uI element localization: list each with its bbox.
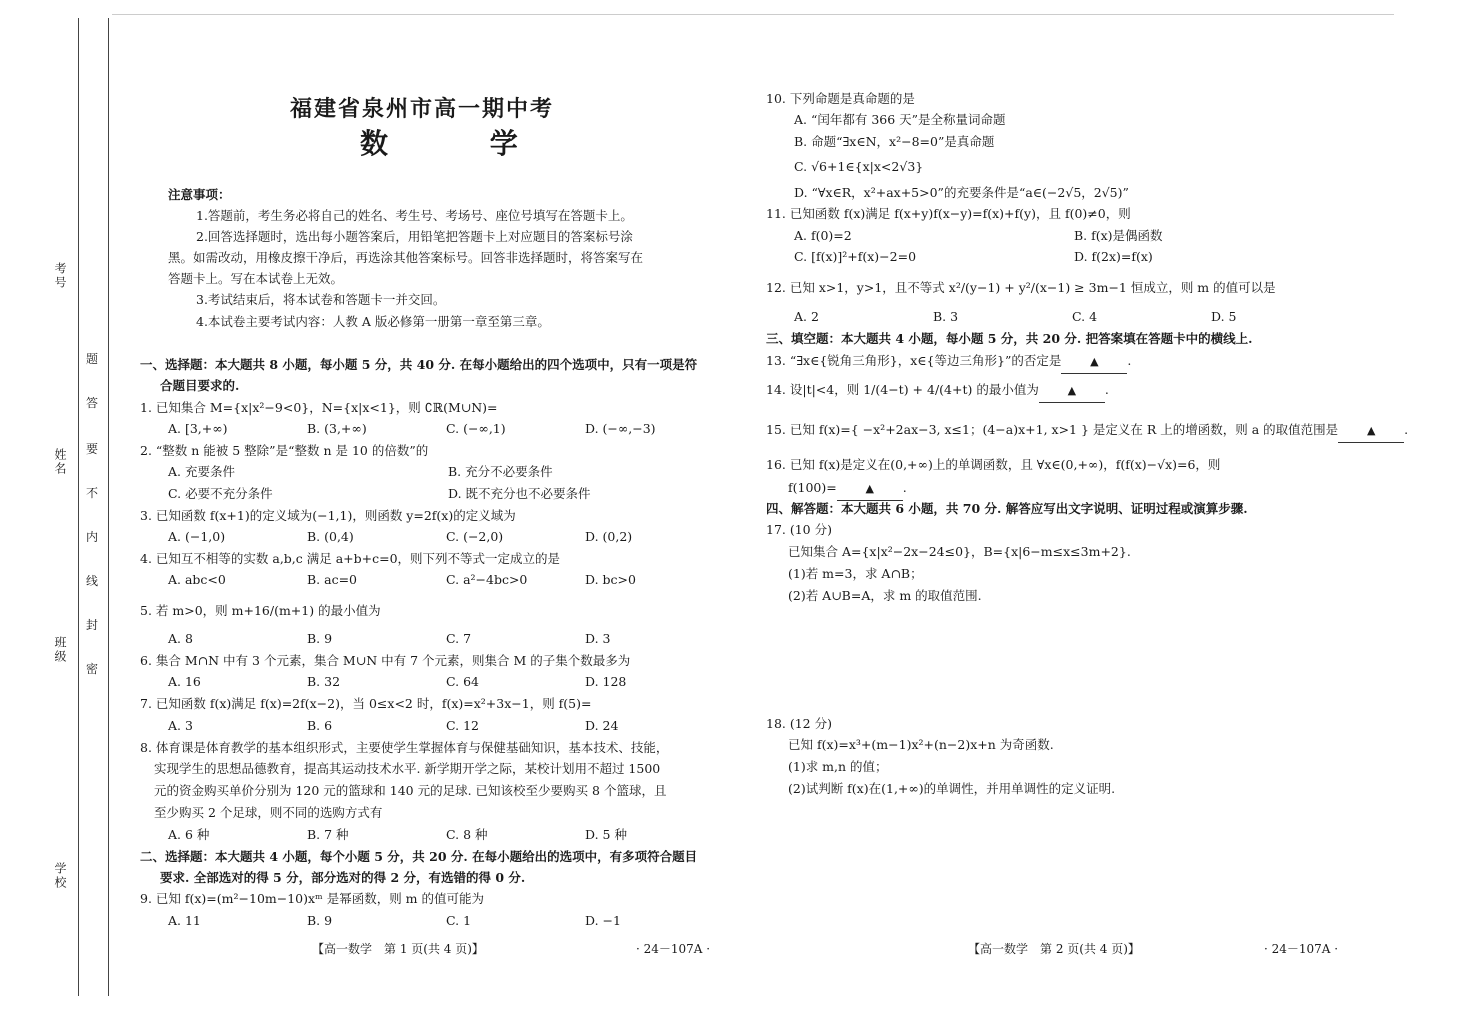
option: C. a²−4bc>0: [446, 572, 528, 587]
option: D. 5 种: [585, 827, 627, 842]
option: C. 1: [446, 913, 472, 928]
option: A. 3: [168, 718, 193, 733]
page-footer: 【高一数学 第 1 页(共 4 页)】: [312, 942, 484, 956]
option: B. 32: [307, 674, 341, 689]
option: D. 既不充分也不必要条件: [448, 486, 591, 501]
option-row: [168, 824, 724, 846]
option: C. 64: [446, 674, 479, 689]
question-stem: 9. 已知 f(x)=(m²−10m−10)xᵐ 是幂函数，则 m 的值可能为: [140, 891, 484, 906]
question-line: 已知集合 A={x|x²−2x−24≤0}，B={x|6−m≤x≤3m+2}.: [788, 544, 1131, 559]
question-line: (2)若 A∪B=A，求 m 的取值范围.: [788, 588, 982, 603]
option: D. bc>0: [585, 572, 636, 587]
option-row: [168, 526, 724, 548]
question-text: f(100)=: [788, 480, 837, 495]
question-stem: 13. “∃x∈{锐角三角形}，x∈{等边三角形}”的否定是 ▲ .: [766, 350, 1131, 374]
seal-char: 线: [86, 574, 99, 588]
option: C. 12: [446, 718, 479, 733]
notice-line: 2.回答选择题时，选出每小题答案后，用铅笔把答题卡上对应题目的答案标号涂: [196, 229, 633, 244]
option: D. (−∞,−3): [585, 421, 656, 436]
option: A. “闰年都有 366 天”是全称量词命题: [794, 112, 1006, 127]
section-heading: 合题目要求的.: [160, 378, 240, 393]
question-stem: 7. 已知函数 f(x)满足 f(x)=2f(x−2)，当 0≤x<2 时，f(x)=x²+3x−1，则 f(5)=: [140, 696, 592, 711]
question-stem: 10. 下列命题是真命题的是: [766, 91, 915, 106]
option: B. 充分不必要条件: [448, 464, 553, 479]
option: A. 8: [168, 631, 193, 646]
seal-char: 题: [86, 352, 99, 366]
exam-title: 福建省泉州市高一期中考: [290, 96, 555, 122]
question-stem: 6. 集合 M∩N 中有 3 个元素，集合 M∪N 中有 7 个元素，则集合 M 的子集个数最多为: [140, 653, 631, 668]
question-stem: 11. 已知函数 f(x)满足 f(x+y)f(x−y)=f(x)+f(y)，且 f(0)≠0，则: [766, 206, 1131, 221]
question-stem: 实现学生的思想品德教育，提高其运动技术水平. 新学期开学之际，某校计划用不超过 1500: [154, 761, 661, 776]
question-line: (2)试判断 f(x)在(1,+∞)的单调性，并用单调性的定义证明.: [788, 781, 1116, 796]
option: B. 9: [307, 631, 333, 646]
option: A. (−1,0): [168, 529, 226, 544]
question-stem: 4. 已知互不相等的实数 a,b,c 满足 a+b+c=0，则下列不等式一定成立的是: [140, 551, 561, 566]
question-stem: 14. 设|t|<4，则 1/(4−t) + 4/(4+t) 的最小值为 ▲ .: [766, 379, 1109, 403]
option-row: [794, 246, 1153, 268]
question-stem: 2. “整数 n 能被 5 整除”是“整数 n 是 10 的倍数”的: [140, 443, 429, 458]
kaohao-label: 考号: [53, 262, 67, 290]
question-line: (1)求 m,n 的值；: [788, 759, 888, 774]
option-row: [794, 306, 1350, 328]
question-text: 14. 设|t|<4，则 1/(4−t) + 4/(4+t) 的最小值为: [766, 382, 1039, 397]
option: C. 4: [1072, 309, 1098, 324]
question-stem: 3. 已知函数 f(x+1)的定义域为(−1,1)，则函数 y=2f(x)的定义域为: [140, 508, 516, 523]
option-row: [168, 628, 724, 650]
question-stem: f(100)= ▲ .: [788, 477, 907, 501]
section-heading: 要求. 全部选对的得 5 分，部分选对的得 2 分，有选错的得 0 分.: [160, 870, 526, 885]
option: B. 3: [933, 309, 959, 324]
option: A. 充要条件: [168, 464, 235, 479]
option-row: [168, 671, 724, 693]
section-heading: 一、选择题：本大题共 8 小题，每小题 5 分，共 40 分. 在每小题给出的四个选项中，只有一项是符: [140, 357, 698, 372]
option: B. 6: [307, 718, 333, 733]
option-row: [168, 418, 724, 440]
seal-char: 要: [86, 442, 99, 456]
option: D. −1: [585, 913, 621, 928]
name-label: 姓名: [53, 448, 67, 476]
seal-char: 答: [86, 396, 99, 410]
question-head: 17. (10 分): [766, 522, 832, 537]
seal-char: 密: [86, 662, 99, 676]
notice-line: 1.答题前，考生务必将自己的姓名、考生号、考场号、座位号填写在答题卡上。: [196, 208, 633, 223]
subject-title: 数 学: [360, 127, 564, 160]
question-line: 已知 f(x)=x³+(m−1)x²+(n−2)x+n 为奇函数.: [788, 737, 1054, 752]
notice-line: 4.本试卷主要考试内容：人教 A 版必修第一册第一章至第三章。: [196, 314, 550, 329]
option: A. f(0)=2: [794, 228, 852, 243]
option: D. (0,2): [585, 529, 633, 544]
option: A. 16: [168, 674, 201, 689]
question-text: 15. 已知 f(x)={ −x²+2ax−3, x≤1；(4−a)x+1, x>1 } 是定义在 R 上的增函数，则 a 的取值范围是: [766, 422, 1339, 437]
answer-blank: ▲: [1039, 380, 1105, 403]
answer-blank: ▲: [1061, 351, 1127, 374]
school-label: 学校: [53, 862, 67, 890]
option-row: [168, 483, 591, 505]
binding-line-left: [78, 18, 79, 996]
answer-blank: ▲: [837, 478, 903, 501]
option: B. 7 种: [307, 827, 349, 842]
option-row: [794, 225, 1163, 247]
option-row: [168, 910, 724, 932]
option: D. 24: [585, 718, 619, 733]
notice-title: 注意事项：: [168, 187, 231, 202]
option-row: [168, 715, 724, 737]
class-label: 班级: [53, 636, 67, 664]
option: A. 11: [168, 913, 201, 928]
option: B. (0,4): [307, 529, 354, 544]
option: B. 9: [307, 913, 333, 928]
question-text: 13. “∃x∈{锐角三角形}，x∈{等边三角形}”的否定是: [766, 353, 1062, 368]
option-row: [168, 461, 553, 483]
option: C. (−∞,1): [446, 421, 506, 436]
option: C. 必要不充分条件: [168, 486, 273, 501]
option: C. (−2,0): [446, 529, 504, 544]
top-edge: [112, 14, 1394, 15]
seal-char: 封: [86, 618, 99, 632]
option: A. abc<0: [168, 572, 226, 587]
binding-line-right: [108, 18, 109, 996]
option: A. 2: [794, 309, 819, 324]
option: C. 8 种: [446, 827, 488, 842]
notice-line: 答题卡上。写在本试卷上无效。: [168, 271, 344, 286]
option: B. (3,+∞): [307, 421, 367, 436]
question-stem: 15. 已知 f(x)={ −x²+2ax−3, x≤1；(4−a)x+1, x>1 } 是定义在 R 上的增函数，则 a 的取值范围是 ▲ .: [766, 419, 1408, 443]
option: A. [3,+∞): [168, 421, 228, 436]
question-stem: 5. 若 m>0，则 m+16/(m+1) 的最小值为: [140, 603, 381, 618]
question-head: 18. (12 分): [766, 716, 832, 731]
notice-line: 黑。如需改动，用橡皮擦干净后，再选涂其他答案标号。回答非选择题时，将答案写在: [168, 250, 644, 265]
section-heading: 三、填空题：本大题共 4 小题，每小题 5 分，共 20 分. 把答案填在答题卡中的横线上.: [766, 331, 1253, 346]
option: B. 命题“∃x∈N，x²−8=0”是真命题: [794, 134, 995, 149]
question-stem: 16. 已知 f(x)是定义在(0,+∞)上的单调函数，且 ∀x∈(0,+∞)，f(f(x)−√x)=6，则: [766, 457, 1221, 472]
option: D. 128: [585, 674, 627, 689]
question-stem: 12. 已知 x>1，y>1，且不等式 x²/(y−1) + y²/(x−1) ≥ 3m−1 恒成立，则 m 的值可以是: [766, 280, 1276, 295]
question-line: (1)若 m=3，求 A∩B；: [788, 566, 923, 581]
option: A. 6 种: [168, 827, 210, 842]
option: B. f(x)是偶函数: [1074, 228, 1163, 243]
option: C. √6+1∈{x|x<2√3}: [794, 159, 924, 174]
question-stem: 至少购买 2 个足球，则不同的选购方式有: [154, 805, 383, 820]
option-row: [168, 569, 724, 591]
option: D. 3: [585, 631, 611, 646]
answer-blank: ▲: [1338, 420, 1404, 443]
seal-char: 不: [86, 486, 99, 500]
option: D. 5: [1211, 309, 1237, 324]
option: B. ac=0: [307, 572, 358, 587]
option: C. 7: [446, 631, 472, 646]
option: D. f(2x)=f(x): [1074, 249, 1153, 264]
page-code: · 24－107A ·: [1264, 942, 1339, 956]
seal-char: 内: [86, 530, 99, 544]
option: C. [f(x)]²+f(x)−2=0: [794, 249, 917, 264]
page-footer: 【高一数学 第 2 页(共 4 页)】: [968, 942, 1140, 956]
option: D. “∀x∈R，x²+ax+5>0”的充要条件是“a∈(−2√5，2√5)”: [794, 185, 1129, 200]
section-heading: 二、选择题：本大题共 4 小题，每个小题 5 分，共 20 分. 在每小题给出的选项中，有多项符合题目: [140, 849, 698, 864]
question-stem: 8. 体育课是体育教学的基本组织形式，主要使学生掌握体育与保健基础知识，基本技术、技能，: [140, 740, 669, 755]
notice-line: 3.考试结束后，将本试卷和答题卡一并交回。: [196, 292, 446, 307]
question-stem: 元的资金购买单价分别为 120 元的篮球和 140 元的足球. 已知该校至少要购买 8 个篮球，且: [154, 783, 667, 798]
section-heading: 四、解答题：本大题共 6 小题，共 70 分. 解答应写出文字说明、证明过程或演算步骤.: [766, 501, 1248, 516]
question-stem: 1. 已知集合 M={x|x²−9<0}，N={x|x<1}，则 ∁ℝ(M∪N)=: [140, 400, 498, 415]
page-code: · 24－107A ·: [636, 942, 711, 956]
